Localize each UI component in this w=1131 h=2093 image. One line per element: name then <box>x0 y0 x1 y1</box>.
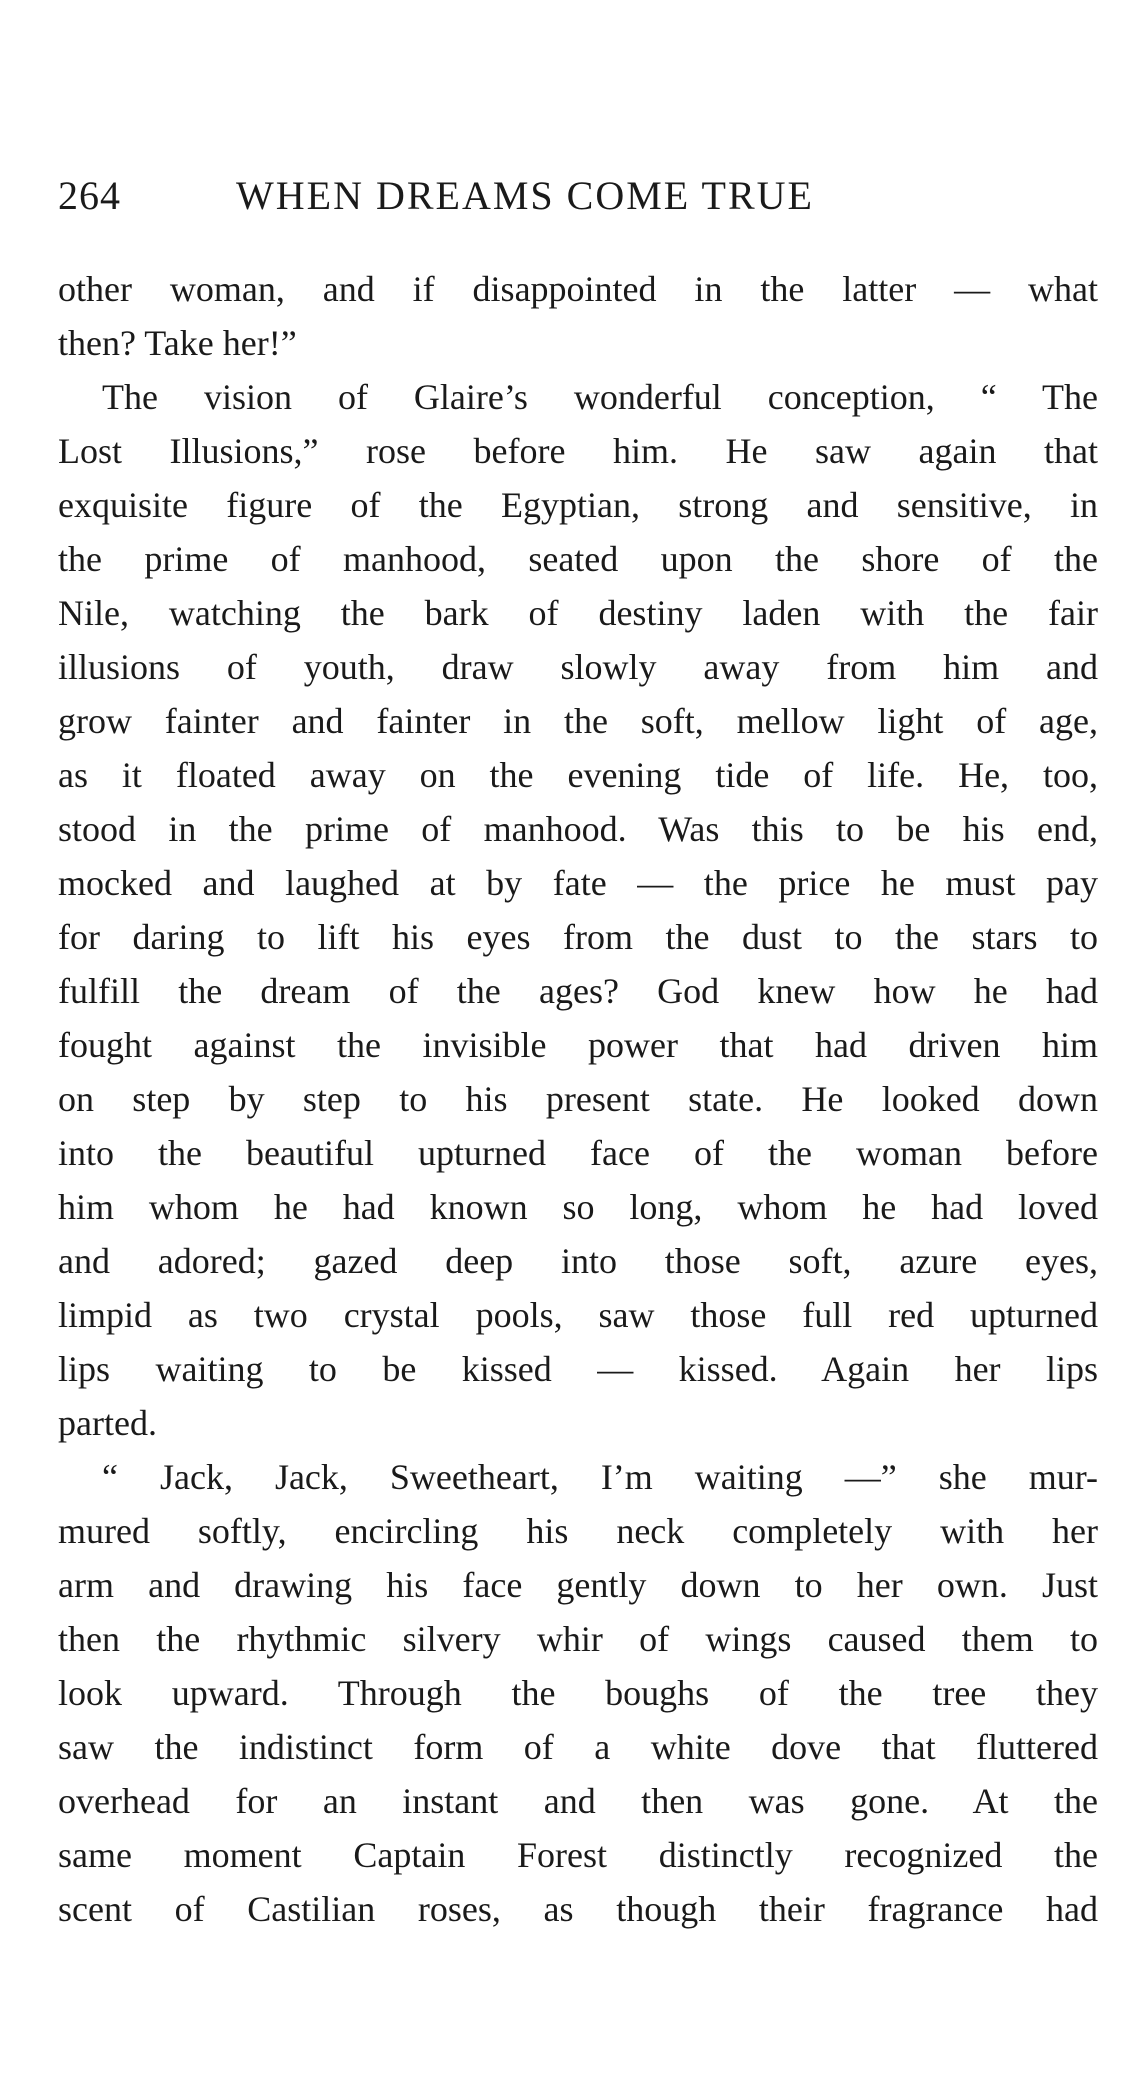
text-line: exquisite figure of the Egyptian, strong and sensitive, in <box>58 485 1098 525</box>
text-line: into the beautiful upturned face of the woman before <box>58 1133 1098 1173</box>
text-line: Nile, watching the bark of destiny laden with the fair <box>58 593 1098 633</box>
text-line: scent of Castilian roses, as though their fragrance had <box>58 1889 1098 1929</box>
text-line: parted. <box>58 1403 157 1443</box>
text-line: fought against the invisible power that had driven him <box>58 1025 1098 1065</box>
page-number: 264 <box>58 173 121 218</box>
running-head <box>58 172 918 228</box>
text-line: “ Jack, Jack, Sweetheart, I’m waiting —” she mur- <box>102 1457 1098 1497</box>
text-line: on step by step to his present state. He looked down <box>58 1079 1098 1119</box>
text-line: same moment Captain Forest distinctly recognized the <box>58 1835 1098 1875</box>
text-line: saw the indistinct form of a white dove that fluttered <box>58 1727 1098 1767</box>
text-line: as it floated away on the evening tide of life. He, too, <box>58 755 1098 795</box>
text-line: stood in the prime of manhood. Was this to be his end, <box>58 809 1098 849</box>
text-line: then? Take her!” <box>58 323 297 363</box>
text-line: other woman, and if disappointed in the latter — what <box>58 269 1098 309</box>
text-line: lips waiting to be kissed — kissed. Again her lips <box>58 1349 1098 1389</box>
running-title: WHEN DREAMS COME TRUE <box>236 173 814 218</box>
text-line: the prime of manhood, seated upon the shore of the <box>58 539 1098 579</box>
text-line: Lost Illusions,” rose before him. He saw again that <box>58 431 1098 471</box>
text-line: overhead for an instant and then was gone. At the <box>58 1781 1098 1821</box>
text-line: illusions of youth, draw slowly away from him and <box>58 647 1098 687</box>
text-line: arm and drawing his face gently down to her own. Just <box>58 1565 1098 1605</box>
text-line: for daring to lift his eyes from the dust to the stars to <box>58 917 1098 957</box>
text-line: then the rhythmic silvery whir of wings caused them to <box>58 1619 1098 1659</box>
text-line: look upward. Through the boughs of the tree they <box>58 1673 1098 1713</box>
text-line: grow fainter and fainter in the soft, mellow light of age, <box>58 701 1098 741</box>
text-line: fulfill the dream of the ages? God knew how he had <box>58 971 1098 1011</box>
text-line: mocked and laughed at by fate — the price he must pay <box>58 863 1098 903</box>
text-line: him whom he had known so long, whom he had loved <box>58 1187 1098 1227</box>
text-line: and adored; gazed deep into those soft, azure eyes, <box>58 1241 1098 1281</box>
text-line: The vision of Glaire’s wonderful conception, “ The <box>102 377 1098 417</box>
body-text <box>58 262 1098 1936</box>
text-line: limpid as two crystal pools, saw those full red upturned <box>58 1295 1098 1335</box>
text-line: mured softly, encircling his neck completely with her <box>58 1511 1098 1551</box>
